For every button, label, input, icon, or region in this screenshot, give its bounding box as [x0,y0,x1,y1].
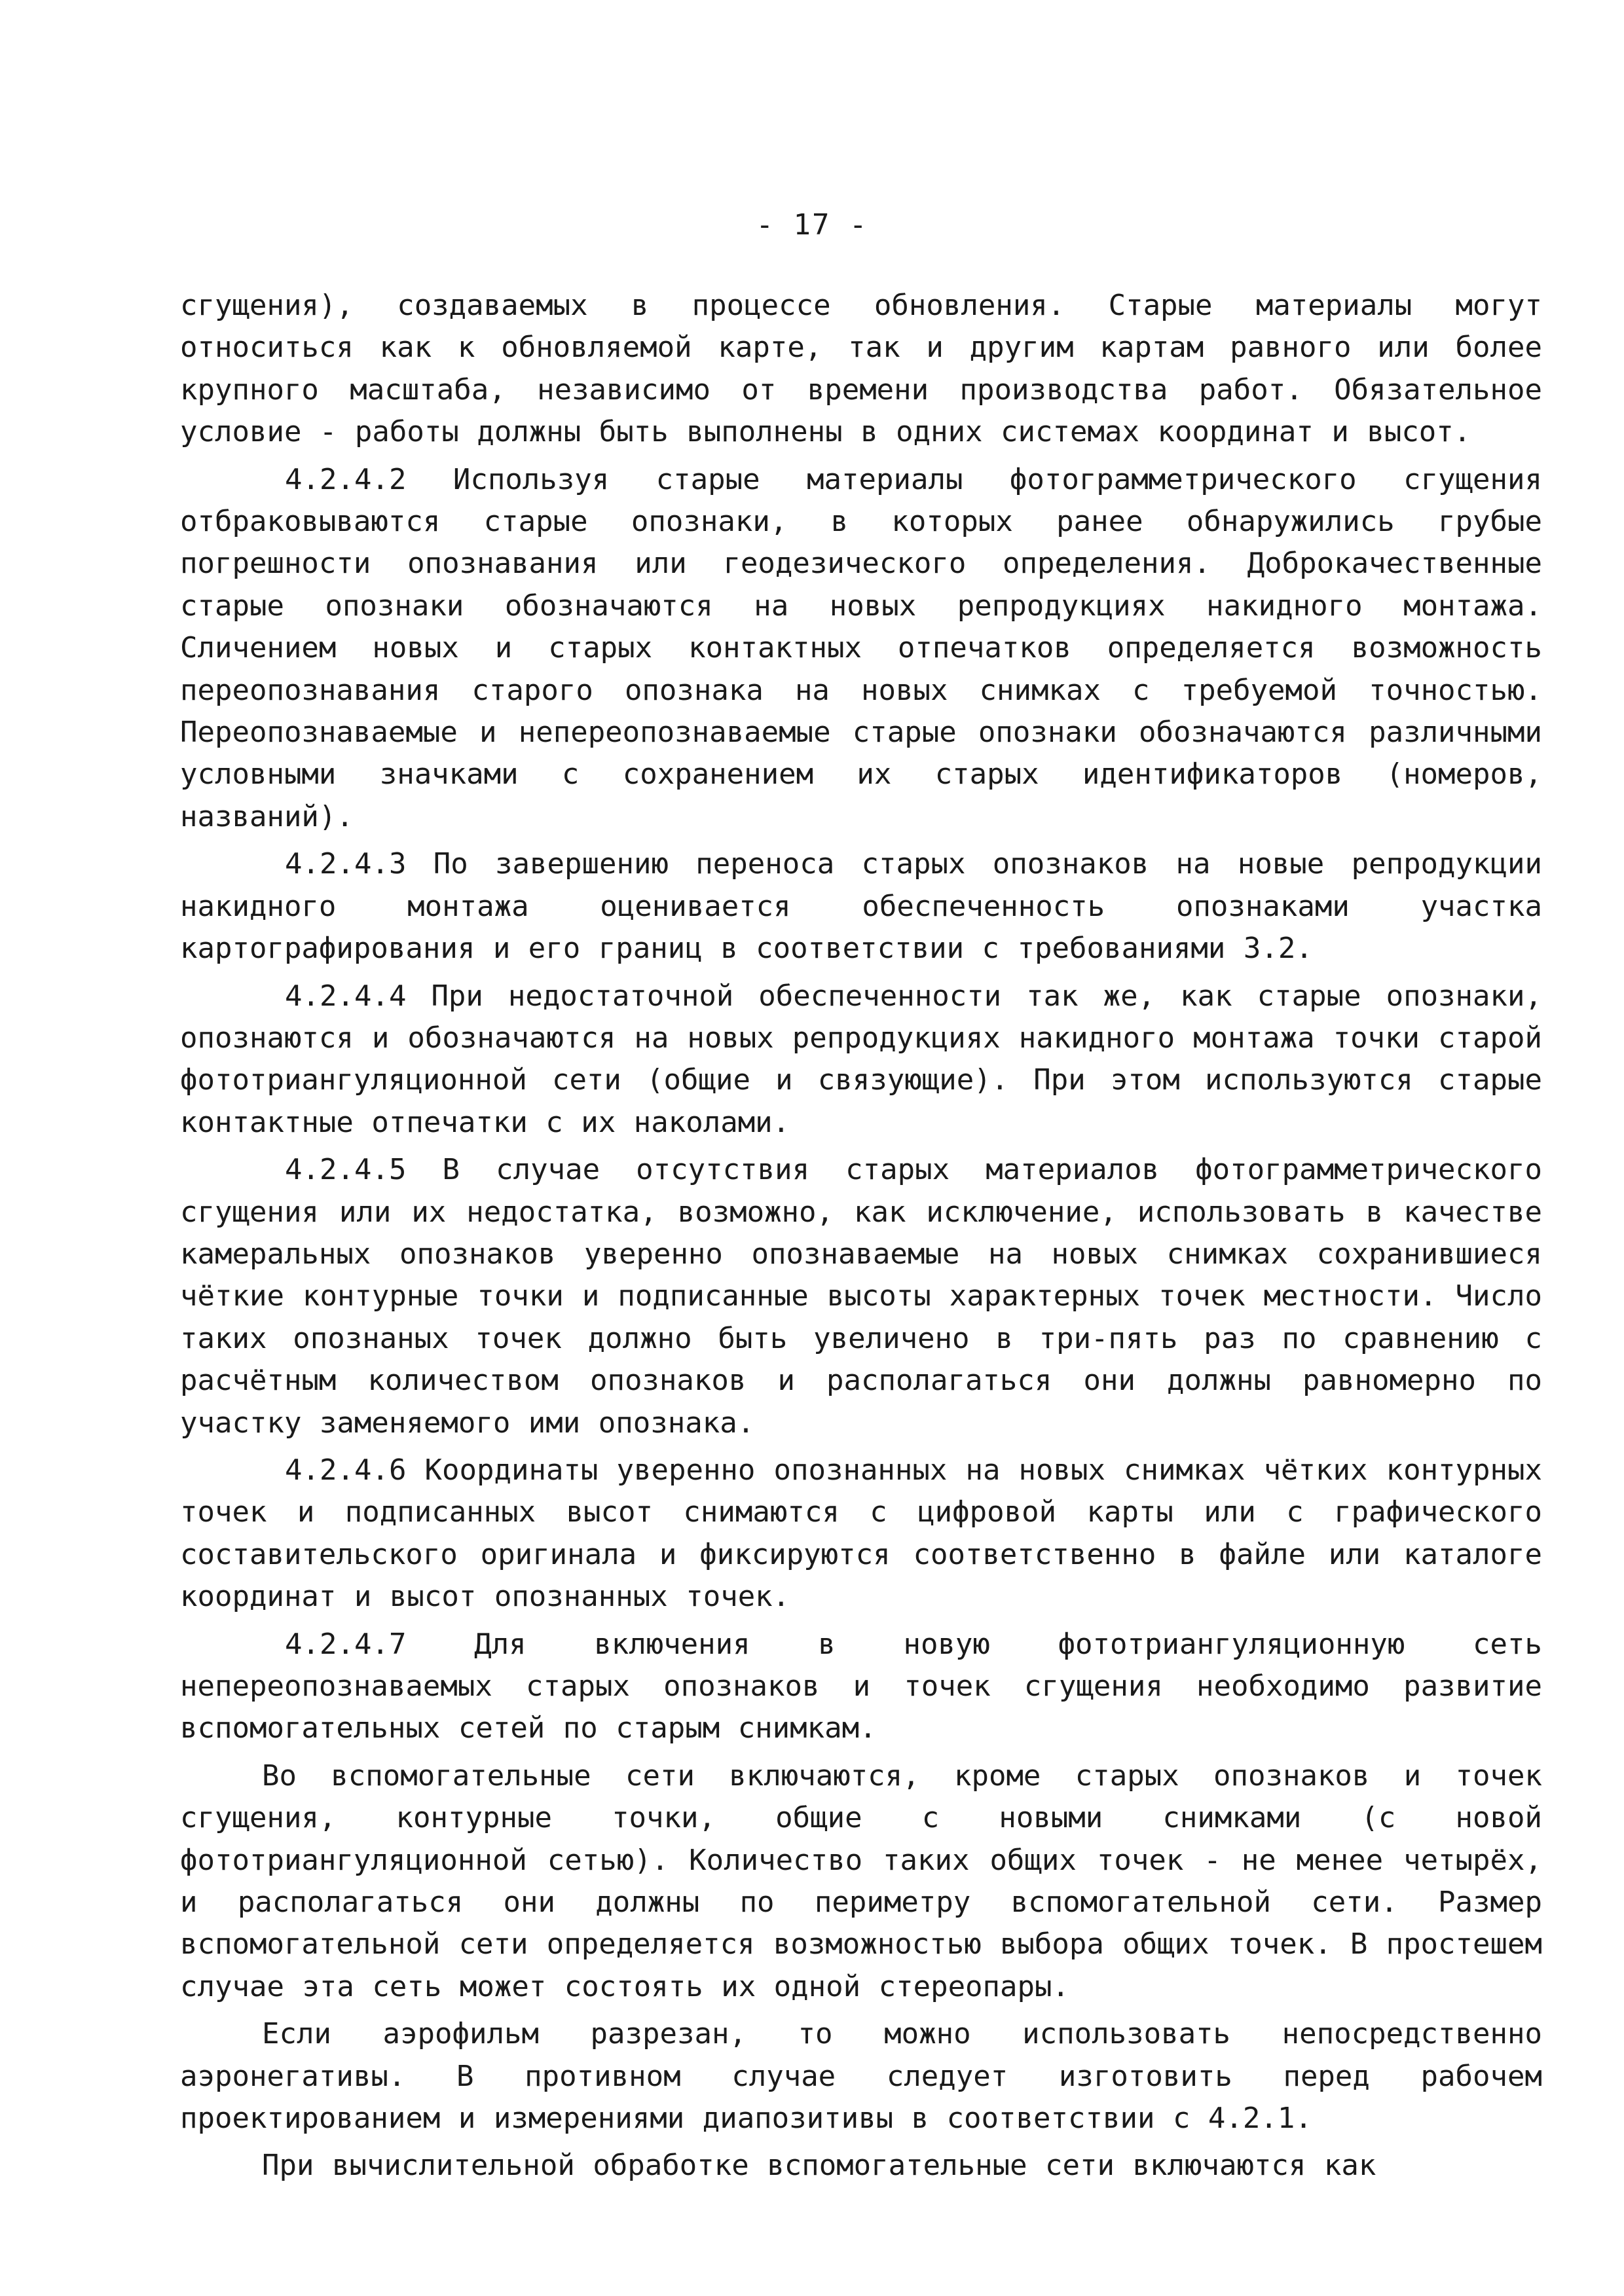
paragraph-4-2-4-6: 4.2.4.6 Координаты уверенно опознанных на новых снимках чётких контурных точек и подписанных высот снимаются с цифровой карты или с графического составительского оригинала и фиксируются соответственно в файле или каталоге координат и высот опознанных точек. [180,1453,1542,1614]
paragraph-aerofilm: Если аэрофильм разрезан, то можно использовать непосредственно аэронегативы. В противном случае следует изготовить перед рабочем проектированием и измерениями диапозитивы в соответствии с 4.2.1. [180,2017,1542,2136]
paragraph-4-2-4-5: 4.2.4.5 В случае отсутствия старых материалов фотограмметрического сгущения или их недостатка, возможно, как исключение, использовать в качестве камеральных опознаков уверенно опознаваемые на новых снимках сохранившиеся чёткие контурные точки и подписанные высоты характерных точек местности. Число таких опознаных точек должно быть увеличено в три-пять раз по сравнению с расчётным количеством опознаков и располагаться они должны равномерно по участку заменяемого ими опознака. [180,1153,1542,1440]
paragraph-4-2-4-7: 4.2.4.7 Для включения в новую фототриангуляционную сеть непереопознаваемых старых опознаков и точек сгущения необходимо развитие вспомогательных сетей по старым снимкам. [180,1627,1542,1745]
paragraph-auxiliary-networks: Во вспомогательные сети включаются, кроме старых опознаков и точек сгущения, контурные точки, общие с новыми снимками (с новой фототриангуляционной сетью). Количество таких общих точек - не менее четырёх, и располагаться они должны по периметру вспомогательной сети. Размер вспомогательной сети определяется возможностью выбора общих точек. В простешем случае эта сеть может состоять их одной стереопары. [180,1758,1542,2003]
paragraph-4-2-4-4: 4.2.4.4 При недостаточной обеспеченности так же, как старые опознаки, опознаются и обозначаются на новых репродукциях накидного монтажа точки старой фототриангуляционной сети (общие и связующие). При этом используются старые контактные отпечатки с их наколами. [180,979,1542,1139]
page-number: - 17 - [756,208,868,242]
paragraph-computation: При вычислительной обработке вспомогательные сети включаются как [262,2149,1376,2183]
paragraph-4-2-4-3: 4.2.4.3 По завершению переноса старых опознаков на новые репродукции накидного монтажа оценивается обеспеченность опознаками участка картографирования и его границ в соответствии с требованиями 3.2. [180,847,1542,966]
document-body [180,285,1542,2187]
paragraph-4-2-4-2: 4.2.4.2 Используя старые материалы фотограмметрического сгущения отбраковываются старые опознаки, в которых ранее обнаружились грубые погрешности опознавания или геодезического определения. Доброкачественные старые опознаки обозначаются на новых репродукциях накидного монтажа. Сличением новых и старых контактных отпечатков определяется возможность переопознавания старого опознака на новых снимках с требуемой точностью. Переопознаваемые и непереопознаваемые старые опознаки обозначаются различными условными значками с сохранением их старых идентификаторов (номеров, названий). [180,462,1542,833]
paragraph-continuation: сгущения), создаваемых в процессе обновления. Старые материалы могут относиться как к обновляемой карте, так и другим картам равного или более крупного масштаба, независимо от времени производства работ. Обязательное условие - работы должны быть выполнены в одних системах координат и высот. [180,289,1542,449]
